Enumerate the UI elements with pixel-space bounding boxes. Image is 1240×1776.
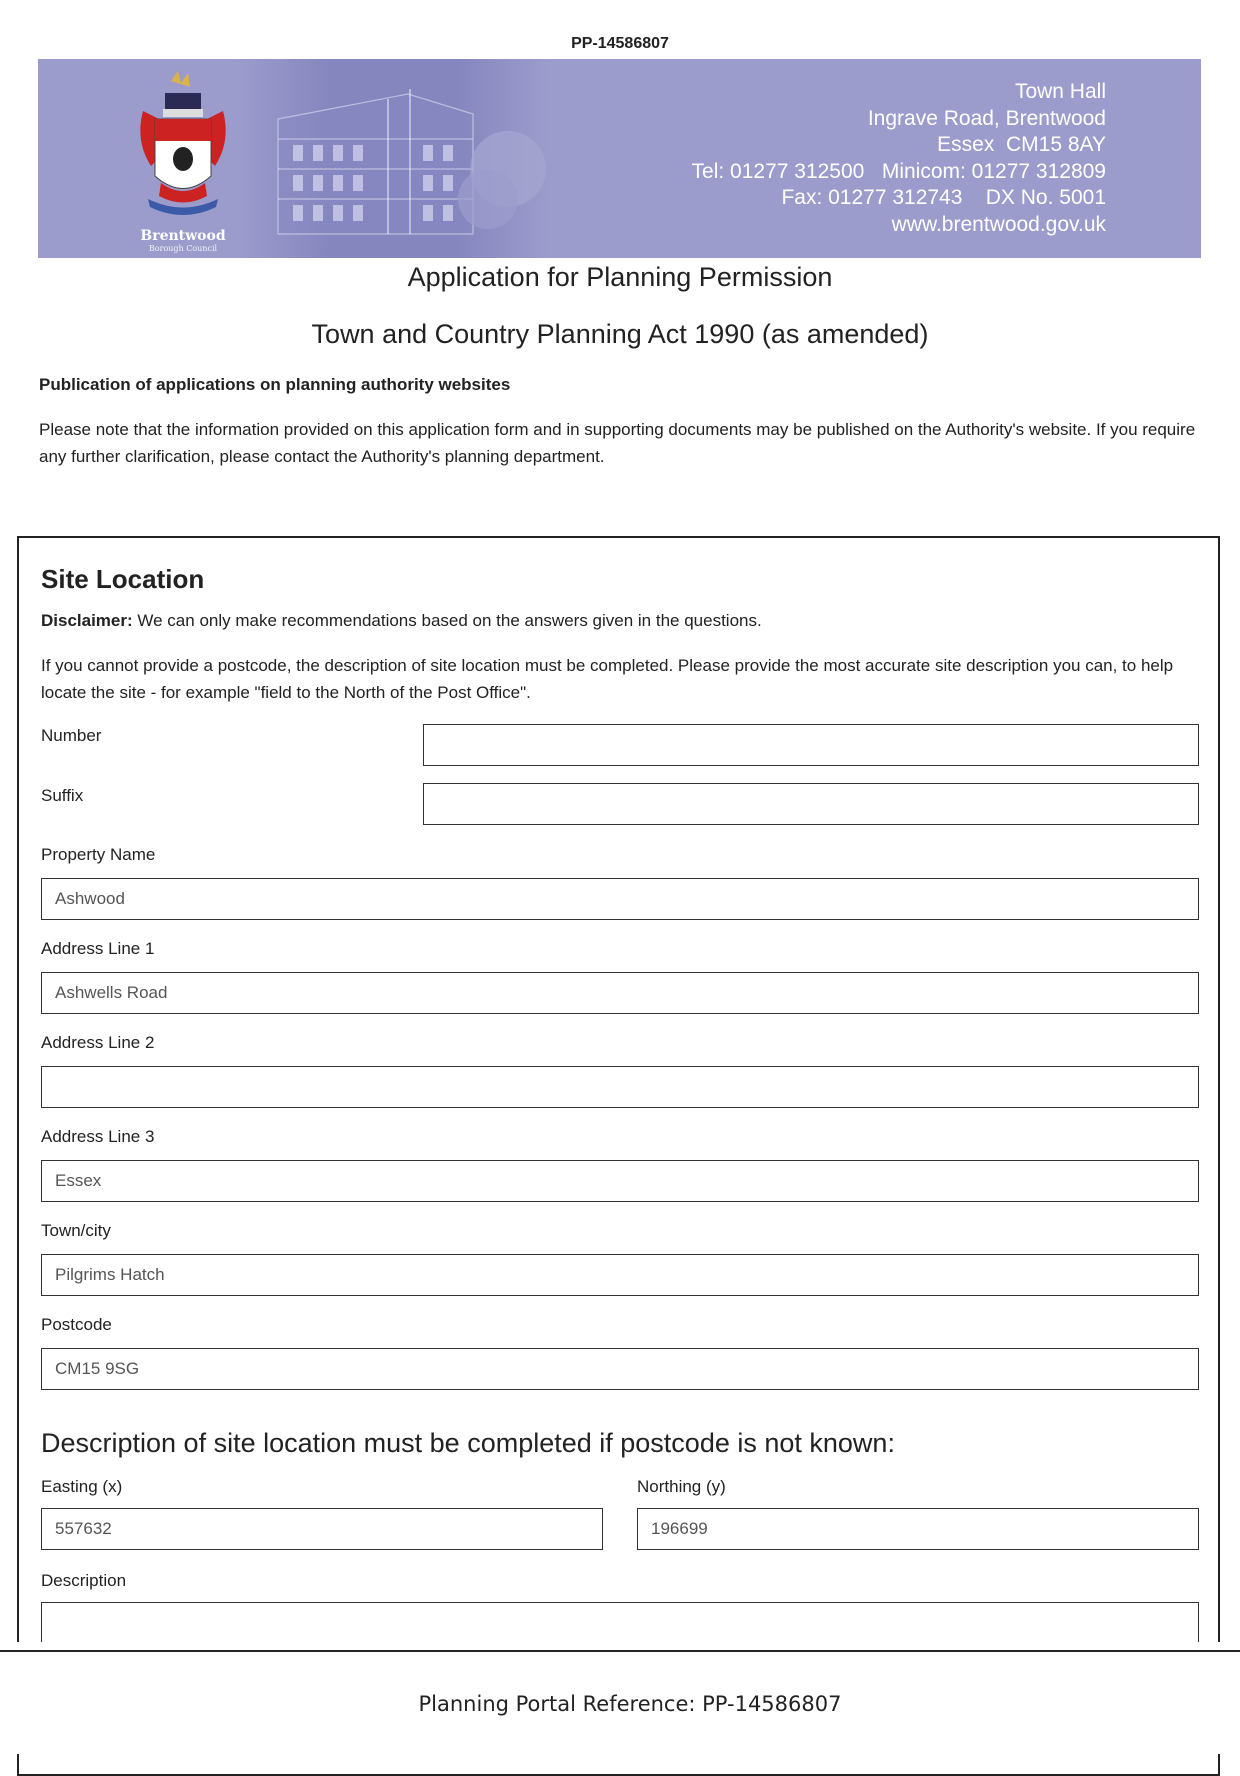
- town-city-field[interactable]: Pilgrims Hatch: [41, 1254, 1199, 1296]
- document-title: Application for Planning Permission: [407, 262, 833, 292]
- number-field[interactable]: [423, 724, 1199, 766]
- council-crest-icon: [133, 71, 233, 231]
- address-website-line: www.brentwood.gov.uk: [891, 212, 1106, 236]
- easting-field[interactable]: 557632: [41, 1508, 603, 1550]
- property-name-label: Property Name: [41, 845, 156, 864]
- postcode-label: Postcode: [41, 1315, 112, 1334]
- disclaimer-text: We can only make recommendations based on the answers given in the questions.: [132, 611, 762, 630]
- publication-notice: Please note that the information provided on this application form and in supporting documents may be published on the Authority's website. If you require any further clarification, please contact the Authority's planning department.: [39, 420, 1196, 466]
- town-city-label: Town/city: [41, 1221, 111, 1240]
- council-banner: [38, 59, 1201, 258]
- description-heading: Description of site location must be completed if postcode is not known:: [41, 1428, 895, 1458]
- address-line: Ingrave Road, Brentwood: [867, 106, 1106, 130]
- property-name-field[interactable]: Ashwood: [41, 878, 1199, 920]
- disclaimer: [41, 611, 762, 631]
- disclaimer-label: Disclaimer:: [41, 611, 133, 630]
- section-title: Site Location: [41, 564, 205, 594]
- council-address: [692, 79, 1106, 238]
- site-help-text: If you cannot provide a postcode, the description of site location must be completed. Please provide the most accurate site description you can, to help locate the site - for example "field to the North of the Post Office".: [41, 656, 1174, 702]
- postcode-field[interactable]: CM15 9SG: [41, 1348, 1199, 1390]
- address-line-2-label: Address Line 2: [41, 1033, 155, 1052]
- address-line-3-label: Address Line 3: [41, 1127, 155, 1146]
- address-line-3-field[interactable]: Essex: [41, 1160, 1199, 1202]
- address-phone-line: Tel: 01277 312500 Minicom: 01277 312809: [691, 159, 1106, 183]
- address-line-2-field[interactable]: [41, 1066, 1199, 1108]
- address-line-1-field[interactable]: Ashwells Road: [41, 972, 1199, 1014]
- publication-heading: Publication of applications on planning authority websites: [39, 375, 511, 394]
- council-name: Brentwood: [140, 228, 226, 244]
- address-line-1-label: Address Line 1: [41, 939, 155, 958]
- council-subtitle: Borough Council: [148, 244, 218, 253]
- address-line: Essex CM15 8AY: [937, 133, 1106, 156]
- footer-reference: Planning Portal Reference: PP-14586807: [418, 1692, 842, 1716]
- town-hall-image: [238, 59, 548, 258]
- document-subtitle: Town and Country Planning Act 1990 (as amended): [311, 319, 929, 349]
- town-hall-building-icon: [238, 59, 548, 258]
- description-label: Description: [41, 1571, 127, 1590]
- page-break-mask: [0, 1642, 1240, 1650]
- address-line: Town Hall: [1014, 80, 1106, 103]
- northing-field[interactable]: 196699: [637, 1508, 1199, 1550]
- site-location-section: [17, 536, 1220, 1776]
- address-fax-line: Fax: 01277 312743 DX No. 5001: [781, 186, 1106, 209]
- suffix-field[interactable]: [423, 783, 1199, 825]
- easting-label: Easting (x): [41, 1477, 123, 1496]
- suffix-label: Suffix: [41, 786, 84, 805]
- number-label: Number: [41, 726, 102, 745]
- document-reference: PP-14586807: [571, 35, 669, 52]
- northing-label: Northing (y): [637, 1477, 726, 1496]
